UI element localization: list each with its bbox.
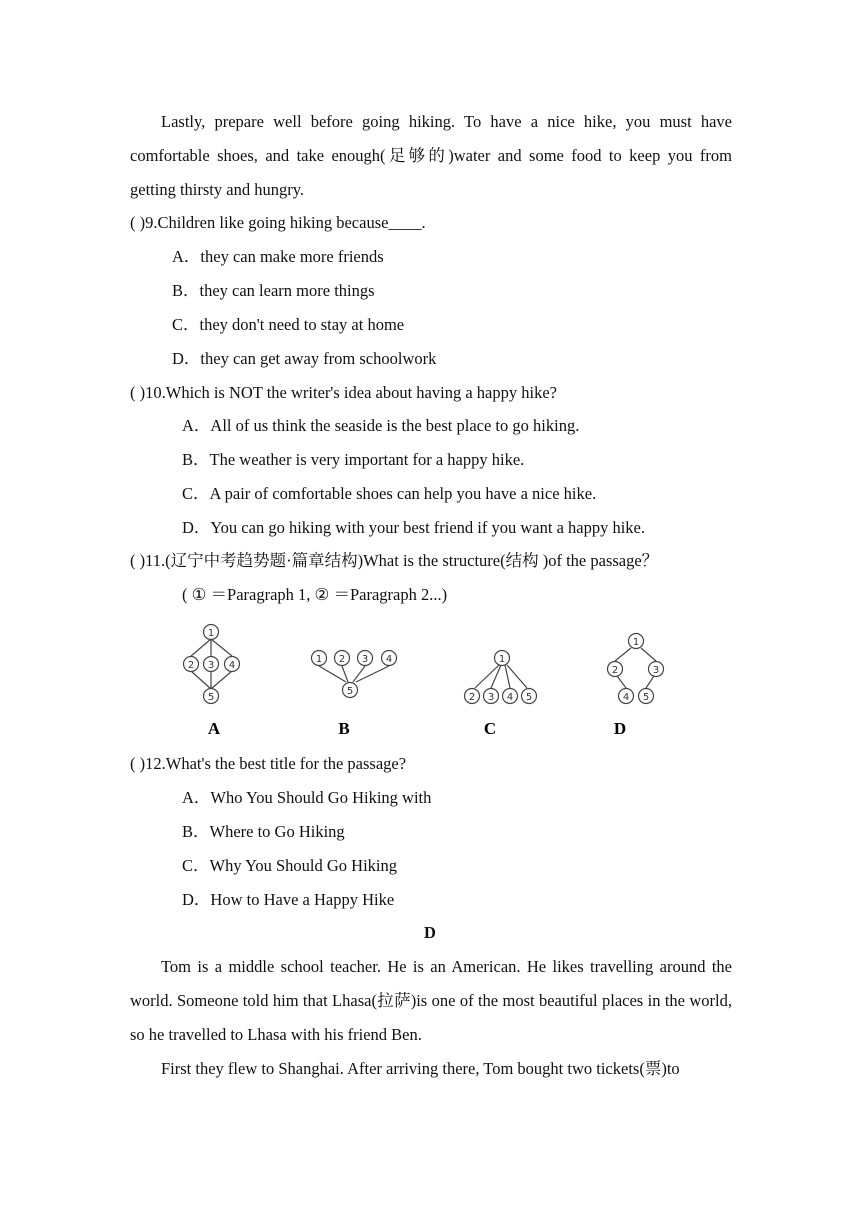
svg-text:4: 4 — [506, 692, 514, 703]
question-12-stem: ( )12.What's the best title for the passage? — [130, 754, 407, 773]
question-9-option-c: C．they don't need to stay at home — [172, 315, 405, 334]
passage-d-paragraph-2: First they flew to Shanghai. After arriving there, Tom bought two tickets(票)to — [161, 1059, 680, 1078]
diagram-label-d: D — [613, 719, 627, 738]
svg-text:3: 3 — [361, 654, 369, 665]
structure-diagrams — [0, 615, 860, 745]
question-9-option-d: D．they can get away from schoolwork — [172, 349, 437, 368]
svg-text:5: 5 — [346, 686, 354, 697]
svg-text:3: 3 — [207, 660, 215, 671]
svg-text:1: 1 — [207, 628, 215, 639]
question-12-option-d: D．How to Have a Happy Hike — [182, 890, 395, 909]
question-9-stem: ( )9.Children like going hiking because____. — [130, 213, 426, 232]
question-11-stem: ( )11.(辽宁中考趋势题·篇章结构)What is the structure(结构 )of the passage？ — [130, 551, 659, 570]
question-10-stem: ( )10.Which is NOT the writer's idea about having a happy hike? — [130, 383, 557, 402]
svg-text:3: 3 — [487, 692, 495, 703]
svg-text:2: 2 — [338, 654, 346, 665]
question-10-option-c: C．A pair of comfortable shoes can help you have a nice hike. — [182, 484, 597, 503]
svg-text:4: 4 — [228, 660, 236, 671]
svg-text:3: 3 — [652, 665, 660, 676]
svg-text:1: 1 — [498, 654, 506, 665]
svg-text:5: 5 — [642, 692, 650, 703]
svg-text:2: 2 — [187, 660, 195, 671]
svg-text:5: 5 — [207, 692, 215, 703]
diagram-label-a: A — [207, 719, 221, 738]
question-10-option-d: D．You can go hiking with your best friend if you want a happy hike. — [182, 518, 646, 537]
question-10-option-b: B．The weather is very important for a happy hike. — [182, 450, 525, 469]
diagram-label-c: C — [483, 719, 497, 738]
passage-c-last-paragraph: Lastly, prepare well before going hiking. To have a nice hike, you must have comfortable shoes, and take enough(足够的)water and some food to keep you from getting thirsty and hungry. — [130, 112, 732, 199]
question-12-option-c: C．Why You Should Go Hiking — [182, 856, 397, 875]
diagram-label-b: B — [338, 719, 350, 738]
passage-d-paragraph-1: Tom is a middle school teacher. He is an American. He likes travelling around the world. Someone told him that Lhasa(拉萨)is one of the most beautiful places in the world, so he travelled to Lhasa with his friend Ben. — [130, 957, 732, 1044]
svg-text:4: 4 — [622, 692, 630, 703]
question-10-option-a: A．All of us think the seaside is the best place to go hiking. — [182, 416, 580, 435]
question-9-option-b: B．they can learn more things — [172, 281, 375, 300]
svg-text:4: 4 — [385, 654, 393, 665]
question-11-note: ( ① ＝Paragraph 1, ② ＝Paragraph 2...) — [182, 585, 448, 604]
question-12-option-b: B．Where to Go Hiking — [182, 822, 345, 841]
svg-text:5: 5 — [525, 692, 533, 703]
svg-text:2: 2 — [611, 665, 619, 676]
svg-text:2: 2 — [468, 692, 476, 703]
svg-text:1: 1 — [315, 654, 323, 665]
question-12-option-a: A．Who You Should Go Hiking with — [182, 788, 432, 807]
svg-text:1: 1 — [632, 637, 640, 648]
section-d-heading: D — [424, 923, 436, 942]
question-9-option-a: A．they can make more friends — [172, 247, 384, 266]
